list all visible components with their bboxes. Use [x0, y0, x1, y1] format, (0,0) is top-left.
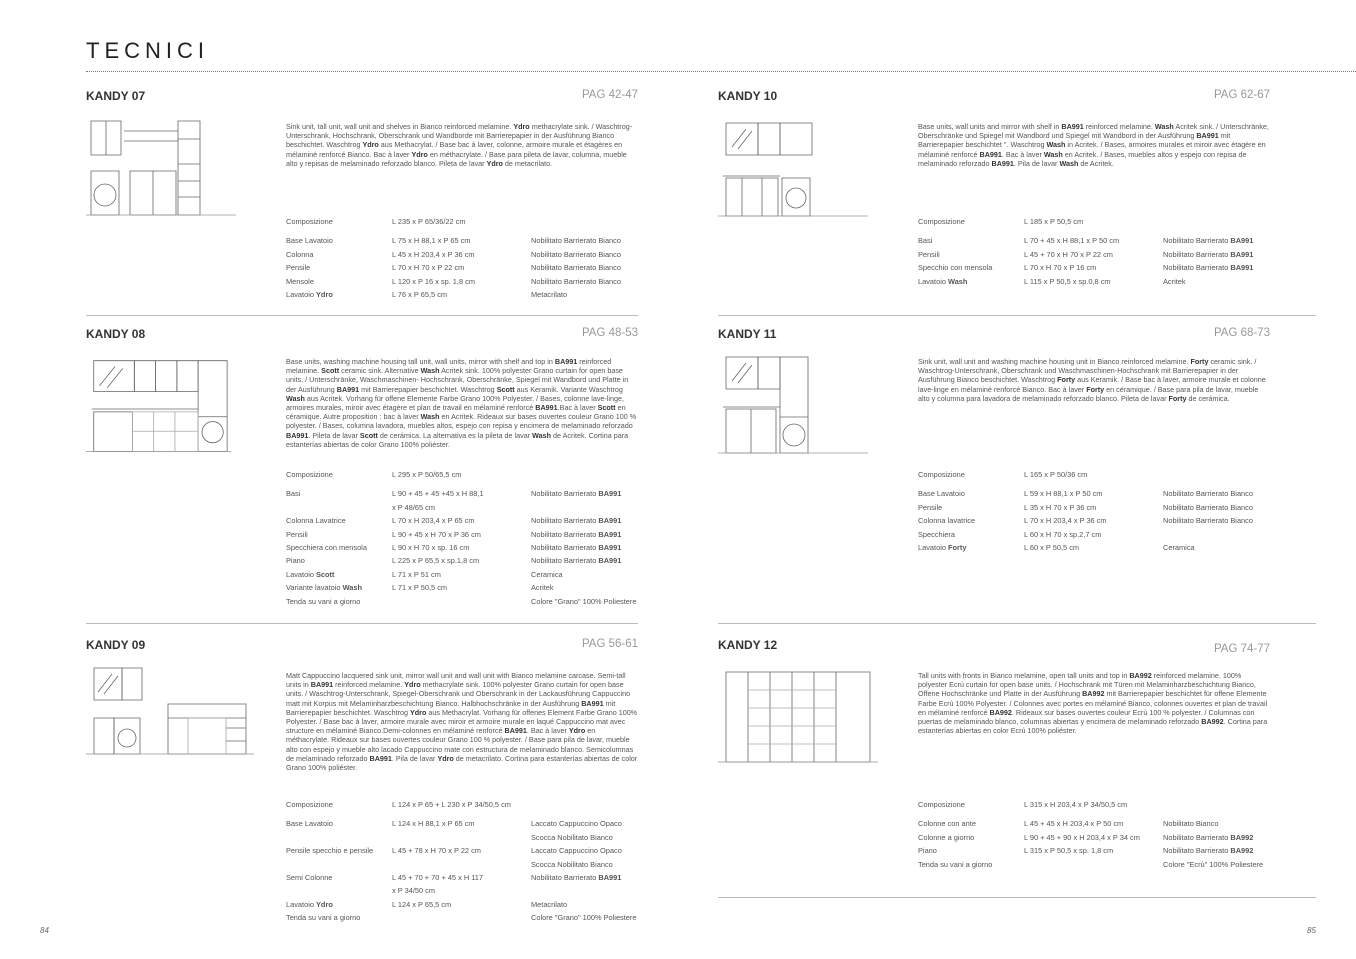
- spec-item: Composizione: [286, 217, 333, 226]
- spec-item: Lavatoio Forty: [918, 542, 967, 552]
- spec-item: Variante lavatoio Wash: [286, 583, 362, 593]
- spec-dimensions: L 120 x P 16 x sp. 1,8 cm: [392, 276, 475, 286]
- spec-finish: Laccato Cappuccino Opaco: [531, 846, 622, 856]
- spec-dimensions: L 90 + 45 + 45 +45 x H 88,1: [392, 489, 484, 499]
- spec-finish: Colore "Ecrù" 100% Poliestere: [1163, 859, 1264, 869]
- spec-dimensions: x P 48/65 cm: [392, 502, 435, 512]
- spec-dimensions: L 60 x H 70 x sp.2,7 cm: [1024, 529, 1102, 539]
- spec-finish: Nobilitato Barrierato BA991: [531, 529, 622, 539]
- section-divider: [718, 623, 1316, 624]
- spec-item: Basi: [918, 236, 933, 246]
- spec-finish: Laccato Cappuccino Opaco: [531, 819, 622, 829]
- spec-finish: Nobilitato Barrierato BA991: [531, 516, 622, 526]
- page-reference: PAG 74-77: [1213, 643, 1270, 655]
- section-name: KANDY 12: [718, 638, 778, 652]
- spec-dimensions: L 235 x P 65/36/22 cm: [392, 217, 466, 226]
- page-title: TECNICI: [86, 38, 209, 63]
- left-page-number: 84: [40, 926, 49, 935]
- spec-row: [286, 597, 646, 610]
- spec-row: [286, 556, 646, 569]
- spec-row: [286, 873, 646, 886]
- section-description: Tall units with fronts in Bianco melamine, open tall units and top in BA992 reinforced melamine. 100% polyester Ecrù curtain for open base units. / Hochschrank mit Türen mit Melaminharzbeschichtung Bianco, Offene Hochschränke und Platte in der Ausführung BA992 mit Barrierepapier beschichtet für offene Elemente Farbe Ecrù 100% Polyester. / Colonnes avec portes en mélaminé Bianco, colonnes ouvertes et plan de travail en mélaminé renforcé BA992. Rideaux sur bases ouvertes couleur Ecrù 100 % polyester. / Columnas con puertas de melaminado blanco, columnas abiertas y encimera de melaminado reforzado BA992. Cortina para estanterías abiertas en color Ecrù 100% poliéster.: [918, 671, 1268, 736]
- spec-item: Piano: [286, 556, 305, 566]
- spec-finish: Scocca Nobilitato Bianco: [531, 859, 613, 869]
- section-description: Sink unit, tall unit, wall unit and shelves in Bianco reinforced melamine. Ydro methacrylate sink. / Waschtrog-Unterschrank, Hochschrank, Oberschrank und Wandborde mit Barrierepapier in der Ausführung Bianco beschichtet. Waschtrog Ydro aus Methacrylat. / Base bac à laver, colonne, armoire murale et étagères en mélaminé renforcé Bianco. Bac à laver Ydro en méthacrylate. / Base para pileta de lavar, columna, mueble alto y repisas de melaminado reforzado blanco. Pileta de lavar Ydro de metacrilato.: [286, 122, 633, 168]
- spec-item: Base Lavatoio: [918, 489, 965, 499]
- spec-row: [918, 543, 1278, 556]
- page-reference: PAG 48-53: [581, 327, 638, 339]
- spec-item: Base Lavatoio: [286, 819, 333, 829]
- spec-item: Colonna: [286, 249, 314, 259]
- spec-dimensions: L 124 x P 65 + L 230 x P 34/50,5 cm: [392, 800, 511, 809]
- spec-item: Lavatoio Ydro: [286, 899, 333, 909]
- spec-finish: Nobilitato Barrierato BA991: [531, 489, 622, 499]
- spec-row: [286, 846, 646, 859]
- spec-finish: Nobilitato Barrierato BA991: [1163, 263, 1254, 273]
- spec-item: Tenda su vani a giorno: [918, 859, 993, 869]
- spec-row: [286, 886, 646, 899]
- section-divider: [718, 315, 1316, 316]
- spec-row: [918, 846, 1278, 859]
- spec-row: [918, 860, 1278, 873]
- spec-item: Tenda su vani a giorno: [286, 596, 361, 606]
- spec-dimensions: L 45 + 70 + 70 + 45 x H 117: [392, 872, 484, 882]
- spec-dimensions: L 295 x P 50/65,5 cm: [392, 470, 462, 479]
- technical-drawing-kandy-07: [86, 119, 236, 223]
- spec-row: [286, 503, 646, 516]
- section-name: KANDY 07: [86, 89, 146, 103]
- technical-drawing-kandy-09: [86, 666, 254, 770]
- spec-item: Piano: [918, 846, 937, 856]
- spec-item: Specchiera: [918, 529, 955, 539]
- spec-finish: Nobilitato Barrierato Bianco: [531, 249, 621, 259]
- spec-row: [286, 263, 646, 276]
- spec-finish: Nobilitato Barrierato BA991: [1163, 236, 1254, 246]
- spec-finish: Nobilitato Barrierato BA991: [531, 556, 622, 566]
- spec-row: [918, 250, 1278, 263]
- spec-table: [918, 800, 1278, 873]
- spec-dimensions: L 124 x P 65,5 cm: [392, 899, 452, 909]
- spec-table: [286, 800, 646, 927]
- spec-finish: Scocca Nobilitato Bianco: [531, 832, 613, 842]
- spec-dimensions: L 70 x H 70 x P 22 cm: [392, 263, 465, 273]
- spec-item: Mensole: [286, 276, 314, 286]
- spec-dimensions: L 70 x H 70 x P 16 cm: [1024, 263, 1097, 273]
- section-name: KANDY 11: [718, 327, 777, 341]
- spec-item: Composizione: [918, 470, 965, 479]
- composition-row: [918, 800, 1278, 813]
- spec-finish: Nobilitato Barrierato BA991: [1163, 249, 1254, 259]
- spec-item: Composizione: [286, 800, 333, 809]
- spec-item: Semi Colonne: [286, 872, 333, 882]
- spec-dimensions: L 90 x H 70 x sp. 16 cm: [392, 542, 470, 552]
- spec-item: Pensile: [918, 502, 943, 512]
- spec-dimensions: L 76 x P 65,5 cm: [392, 289, 448, 299]
- section-header: [86, 638, 638, 656]
- spec-item: Colonna lavatrice: [918, 516, 976, 526]
- spec-dimensions: L 59 x H 88,1 x P 50 cm: [1024, 489, 1103, 499]
- spec-item: Pensili: [918, 249, 940, 259]
- technical-drawing-kandy-11: [718, 355, 868, 459]
- spec-finish: Nobilitato Barrierato Bianco: [531, 236, 621, 246]
- spec-dimensions: L 315 x P 50,5 x sp. 1,8 cm: [1024, 846, 1114, 856]
- spec-finish: Ceramica: [531, 569, 563, 579]
- spec-finish: Nobilitato Barrierato Bianco: [1163, 516, 1253, 526]
- spec-dimensions: L 45 x H 203,4 x P 36 cm: [392, 249, 475, 259]
- section-description: Matt Cappuccino lacquered sink unit, mirror wall unit and wall unit with Bianco melamine carcase. Semi-tall units in BA991 reinforced melamine. Ydro methacrylate sink. 100% polyester Grano curtain for open base units. / Waschtrog-Unterschrank, Spiegel-Oberschrank und Oberschrank in der Lackausführung Cappuccino matt mit Korpus mit Melaminharzbeschichtung Bianco. Halbhochschränke in der Ausführung BA991 mit Barrierepapier beschichtet. Waschtrog Ydro aus Methacrylat. Vorhang für offenes Element Farbe Grano 100% Polyester. / Base bac à laver, armoire murale avec miroir et armoire murale en laqué Cappuccino mat avec structure en mélaminé Bianco.Demi-colonnes en mélaminé renforcé BA991. Bac à laver Ydro en méthacrylate. Rideaux sur bases ouvertes couleur Grano 100 % polyester. / Base para pila de lavar, mueble alto con espejo y mueble alto lacado Cappuccino mate con estructura de melaminado blanco. Semicolumnas de melaminado reforzado BA991. Pila de lavar Ydro de metacrilato. Cortina para estanterías abiertas de color Grano 100% poliéster.: [286, 671, 638, 773]
- spec-row: [286, 583, 646, 596]
- spec-item: Colonne con ante: [918, 819, 976, 829]
- section-description: Sink unit, wall unit and washing machine housing unit in Bianco reinforced melamine. Forty ceramic sink. / Waschtrog-Unterschrank, Oberschrank und Waschmaschinen-Hochschrank mit Barrierepapier in der Ausführung Bianco beschichtet. Waschtrog Forty aus Keramik. / Base bac à laver, armoire murale et colonne lave-linge en mélaminé renforcé Bianco. Bac à laver Forty en céramique. / Base para pila de lavar, mueble alto y columna para lavadora de melaminado reforzado blanco. Pileta de lavar Forty de cerámica.: [918, 357, 1266, 403]
- section-name: KANDY 09: [86, 638, 146, 652]
- right-page-number: 85: [1307, 926, 1316, 935]
- spec-finish: Nobilitato Barrierato Bianco: [531, 263, 621, 273]
- spec-item: Pensile: [286, 263, 311, 273]
- section-divider: [86, 315, 638, 316]
- section-header: [718, 89, 1270, 107]
- spec-row: [286, 860, 646, 873]
- spec-finish: Colore "Grano" 100% Poliestere: [531, 596, 637, 606]
- spec-dimensions: L 90 + 45 x H 70 x P 36 cm: [392, 529, 481, 539]
- spec-item: Colonna Lavatrice: [286, 516, 346, 526]
- spec-row: [918, 530, 1278, 543]
- composition-row: [286, 217, 646, 230]
- spec-dimensions: L 70 + 45 x H 88,1 x P 50 cm: [1024, 236, 1120, 246]
- spec-finish: Nobilitato Bianco: [1163, 819, 1219, 829]
- spec-dimensions: L 75 x H 88,1 x P 65 cm: [392, 236, 471, 246]
- spec-row: [286, 277, 646, 290]
- section-description: Base units, washing machine housing tall unit, wall units, mirror with shelf and top in BA991 reinforced melamine. Scott ceramic sink. Alternative Wash Acritek sink. 100% polyester Grano curtain for open base units. / Unterschränke, Waschmaschinen- Hochschrank, Oberschränke, Spiegel mit Wandbord und Platte in der Ausführung BA991 mit Barrierepapier beschichtet. Waschtrog Scott aus Keramik. Variante Waschtrog Wash aus Acritek. Vorhang für offene Elemente Farbe Grano 100% Polyester. / Bases, colonne lave-linge, armoires murales, miroir avec étagère et plan de travail en mélaminé renforcé BA991.Bac à laver Scott en céramique. Autre proposition : bac à laver Wash en Acritek. Rideaux sur bases ouvertes couleur Grano 100 % polyester. / Bases, columna lavadora, muebles altos, espejo con repisa y encimera de melaminado reforzado BA991. Pileta de lavar Scott de cerámica. La alternativa es la pileta de lavar Wash de Acritek. Cortina para estanterías abiertas de color Grano 100% poliéster.: [286, 357, 637, 449]
- spec-finish: Nobilitato Barrierato BA991: [531, 872, 622, 882]
- spec-item: Basi: [286, 489, 301, 499]
- spec-dimensions: L 45 + 70 x H 70 x P 22 cm: [1024, 249, 1113, 259]
- spec-table: [286, 217, 646, 303]
- spec-row: [918, 236, 1278, 249]
- spec-dimensions: L 115 x P 50,5 x sp.0,8 cm: [1024, 276, 1111, 286]
- spec-finish: Ceramica: [1163, 542, 1195, 552]
- spec-item: Specchio con mensola: [918, 263, 993, 273]
- spec-item: Colonne a giorno: [918, 832, 975, 842]
- page-reference: PAG 56-61: [581, 638, 638, 650]
- spec-row: [918, 277, 1278, 290]
- spec-dimensions: L 71 x P 51 cm: [392, 569, 441, 579]
- spec-item: Tenda su vani a giorno: [286, 913, 361, 923]
- spec-row: [286, 530, 646, 543]
- technical-drawing-kandy-08: [86, 357, 231, 461]
- spec-item: Composizione: [918, 800, 965, 809]
- spec-finish: Metacrilato: [531, 899, 568, 909]
- spec-row: [918, 516, 1278, 529]
- title-divider: [86, 71, 1356, 72]
- spec-row: [286, 489, 646, 502]
- section-header: [86, 89, 638, 107]
- spec-table: [918, 470, 1278, 556]
- spec-finish: Nobilitato Barrierato Bianco: [1163, 502, 1253, 512]
- page-reference: PAG 42-47: [581, 89, 638, 101]
- spec-row: [286, 250, 646, 263]
- composition-row: [918, 217, 1278, 230]
- spec-finish: Nobilitato Barrierato Bianco: [531, 276, 621, 286]
- spec-item: Base Lavatoio: [286, 236, 333, 246]
- spec-row: [918, 263, 1278, 276]
- spec-dimensions: x P 34/50 cm: [392, 886, 435, 896]
- technical-drawing-kandy-12: [718, 666, 878, 770]
- spec-finish: Nobilitato Barrierato BA992: [1163, 832, 1254, 842]
- spec-table: [918, 217, 1278, 290]
- spec-row: [286, 900, 646, 913]
- section-header: [718, 638, 1270, 656]
- section-header: [718, 327, 1270, 345]
- section-name: KANDY 10: [718, 89, 778, 103]
- spec-item: Composizione: [918, 217, 965, 226]
- spec-item: Pensile specchio e pensile: [286, 846, 374, 856]
- spec-dimensions: L 90 + 45 + 90 x H 203,4 x P 34 cm: [1024, 832, 1140, 842]
- spec-row: [918, 819, 1278, 832]
- spec-dimensions: L 165 x P 50/36 cm: [1024, 470, 1088, 479]
- spec-dimensions: L 35 x H 70 x P 36 cm: [1024, 502, 1097, 512]
- spec-row: [286, 543, 646, 556]
- spec-dimensions: L 315 x H 203,4 x P 34/50,5 cm: [1024, 800, 1128, 809]
- spec-item: Pensili: [286, 529, 308, 539]
- spec-finish: Acritek: [531, 583, 554, 593]
- section-header: [86, 327, 638, 345]
- spec-finish: Acritek: [1163, 276, 1186, 286]
- spec-row: [286, 819, 646, 832]
- section-divider: [718, 897, 1316, 898]
- spec-finish: Metacrilato: [531, 289, 568, 299]
- section-name: KANDY 08: [86, 327, 146, 341]
- spec-dimensions: L 185 x P 50,5 cm: [1024, 217, 1084, 226]
- spec-dimensions: L 45 + 78 x H 70 x P 22 cm: [392, 846, 481, 856]
- spec-row: [918, 833, 1278, 846]
- spec-item: Lavatoio Ydro: [286, 289, 333, 299]
- spec-table: [286, 470, 646, 610]
- spec-item: Lavatoio Scott: [286, 569, 335, 579]
- spec-item: Composizione: [286, 470, 333, 479]
- spec-row: [286, 913, 646, 926]
- composition-row: [286, 470, 646, 483]
- spec-dimensions: L 45 + 45 x H 203,4 x P 50 cm: [1024, 819, 1124, 829]
- spec-dimensions: L 124 x H 88,1 x P 65 cm: [392, 819, 475, 829]
- technical-drawing-kandy-10: [718, 119, 868, 223]
- spec-row: [918, 503, 1278, 516]
- page-reference: PAG 62-67: [1213, 89, 1270, 101]
- section-divider: [86, 623, 638, 624]
- composition-row: [918, 470, 1278, 483]
- spec-row: [286, 236, 646, 249]
- page-reference: PAG 68-73: [1213, 327, 1270, 339]
- spec-finish: Nobilitato Barrierato Bianco: [1163, 489, 1253, 499]
- spec-dimensions: L 70 x H 203,4 x P 36 cm: [1024, 516, 1107, 526]
- spec-row: [918, 489, 1278, 502]
- spec-dimensions: L 225 x P 65,5 x sp.1,8 cm: [392, 556, 480, 566]
- composition-row: [286, 800, 646, 813]
- spec-row: [286, 833, 646, 846]
- spec-finish: Nobilitato Barrierato BA992: [1163, 846, 1254, 856]
- spec-dimensions: L 70 x H 203,4 x P 65 cm: [392, 516, 475, 526]
- section-description: Base units, wall units and mirror with shelf in BA991 reinforced melamine. Wash Acritek sink. / Unterschränke, Oberschränke und Spiegel mit Wandbord und Spiegel mit Wandbord in der Ausführung BA991 mit Barrierepapier beschichtet ". Waschtrog Wash in Acritek. / Bases, armoires murales et miroir avec étagère en mélaminé renforcé BA991. Bac à laver Wash en Acritek. / Bases, muebles altos y espejo con repisa de melaminado reforzado BA991. Pila de lavar Wash de Acritek.: [918, 122, 1269, 168]
- spec-finish: Nobilitato Barrierato BA991: [531, 542, 622, 552]
- spec-dimensions: L 71 x P 50,5 cm: [392, 583, 448, 593]
- spec-item: Specchiera con mensola: [286, 542, 367, 552]
- spec-row: [286, 290, 646, 303]
- spec-item: Lavatoio Wash: [918, 276, 968, 286]
- spec-dimensions: L 60 x P 50,5 cm: [1024, 542, 1080, 552]
- spec-finish: Colore "Grano" 100% Poliestere: [531, 913, 637, 923]
- spec-row: [286, 516, 646, 529]
- spec-row: [286, 570, 646, 583]
